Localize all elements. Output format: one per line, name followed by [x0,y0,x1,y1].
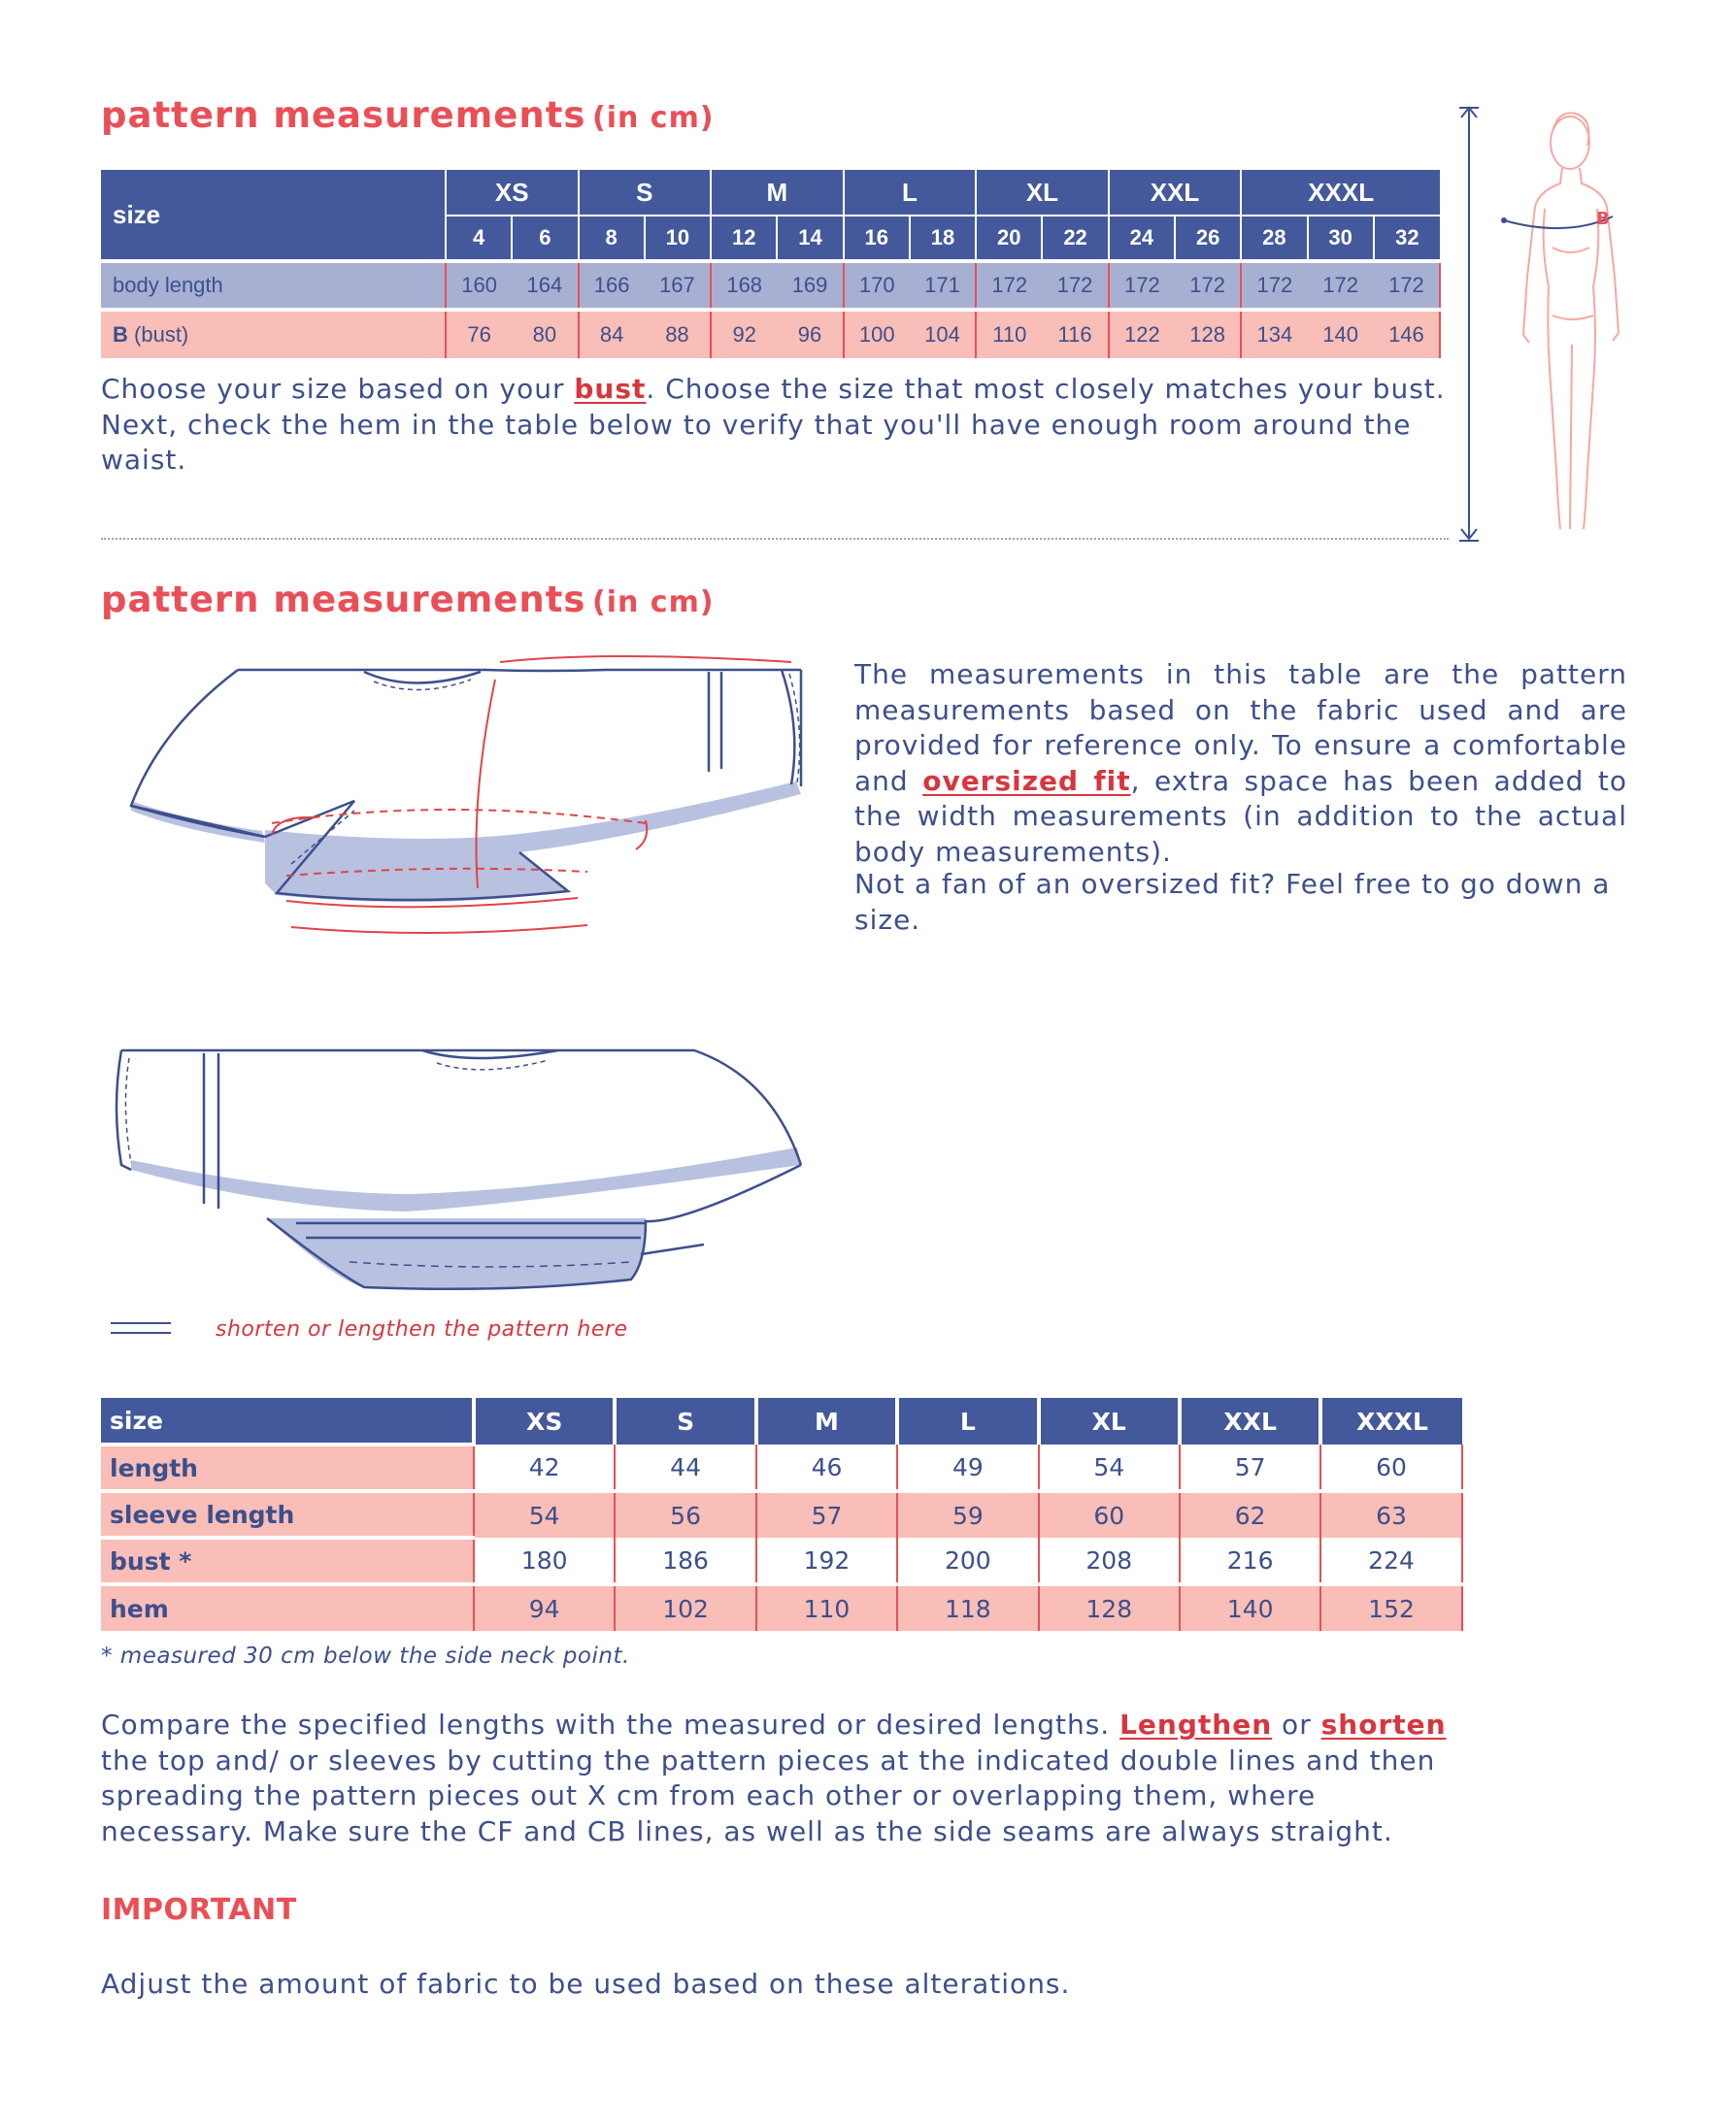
figure-hair [1552,113,1589,146]
size-group-l: L [844,170,977,216]
body-length-value: 160 [446,261,512,310]
bust-measure-dot [1501,217,1507,223]
body-length-value: 166 [579,261,645,310]
section-divider [101,538,1449,540]
heading-unit: (in cm) [592,101,715,135]
table2-size: XXXL [1320,1398,1461,1445]
size-group-xl: XL [976,170,1109,216]
size-number: 22 [1042,216,1108,261]
table2-cell: 60 [1039,1491,1180,1538]
size-number: 6 [512,216,578,261]
size-number: 10 [645,216,711,261]
table2-cell: 54 [1039,1445,1180,1491]
bust-value: 140 [1308,310,1374,358]
alteration-text-3: the top and/ or sleeves by cutting the pattern pieces at the indicated double lines and then spreading the pattern pieces out X cm from each other or overlapping them, where necessary. Make sure the CF and CB lines, as well as the side seams are always straight. [101,1744,1436,1847]
front-shoulder-right [485,670,801,671]
bust-footnote: * measured 30 cm below the side neck point. [101,1644,630,1669]
bust-figure-label: B [1596,209,1610,229]
front-hem-shade [265,781,801,902]
back-hem-shade [131,1147,801,1212]
front-left-body [131,670,265,837]
table2-cell: 200 [897,1538,1038,1584]
back-cuff-stitch [125,1058,131,1163]
table2-cell: 56 [615,1491,755,1538]
table2-cell: 192 [756,1538,897,1584]
back-side-mark [641,1245,704,1254]
section1-heading [101,94,715,136]
body-length-label: body length [101,261,446,310]
table2-cell: 216 [1180,1538,1320,1584]
size-group-xs: XS [446,170,579,216]
bust-label [101,310,446,358]
figure-right-side [1580,168,1619,341]
body-length-value: 172 [1109,261,1175,310]
body-length-value: 167 [645,261,711,310]
body-figure-illustration [1452,102,1626,548]
alteration-instructions [101,1708,1470,1849]
table2-row-sleeve [101,1491,1462,1538]
lengthen-link[interactable]: Lengthen [1119,1709,1273,1741]
table2-cell: 59 [897,1491,1038,1538]
shorten-link[interactable]: shorten [1320,1709,1447,1741]
double-line-legend-text: shorten or lengthen the pattern here [216,1317,628,1342]
front-neckline [364,672,481,683]
bust-value: 128 [1175,310,1241,358]
table2-size: M [756,1398,897,1445]
size-down-note: Not a fan of an oversized fit? Feel free to go down a size. [854,868,1611,936]
figure-right-leg [1584,209,1598,529]
size-header-label: size [101,170,446,261]
bust-value: 92 [711,310,777,358]
table2-cell: 152 [1320,1584,1461,1631]
table2-cell: 57 [1180,1445,1320,1491]
size-chart-table [101,170,1441,358]
heading-unit: (in cm) [592,585,715,619]
figure-left-leg [1544,209,1560,529]
size-group-xxxl: XXXL [1241,170,1440,216]
figure-head [1551,116,1589,169]
size-group-xxl: XXL [1109,170,1242,216]
table2-size-label: size [101,1398,474,1445]
table2-row-hem [101,1584,1462,1631]
table2-cell: 118 [897,1584,1038,1631]
table2-cell: 180 [474,1538,615,1584]
table2-cell: 224 [1320,1538,1461,1584]
size-number: 32 [1374,216,1440,261]
pattern-description-text: The measurements in this table are the pattern measurements based on the fabric used and are provided for reference only. To ensure a comfortable and [854,658,1627,797]
body-length-row [101,261,1440,310]
double-line-legend-icon [111,1322,171,1334]
section2-heading [101,579,715,620]
back-bottom-shade [267,1218,646,1288]
size-number: 30 [1308,216,1374,261]
table2-cell: 57 [756,1491,897,1538]
body-length-value: 172 [1241,261,1307,310]
bust-value: 122 [1109,310,1175,358]
size-number: 20 [976,216,1042,261]
garment-back-diagram [102,1039,820,1301]
size-number: 24 [1109,216,1175,261]
size-group-m: M [711,170,844,216]
size-number: 18 [910,216,976,261]
table2-cell: 44 [615,1445,755,1491]
oversized-fit-link[interactable]: oversized fit [922,764,1131,797]
bust-value: 116 [1042,310,1108,358]
bust-label-text: (bust) [134,322,189,347]
bust-label-letter: B [113,322,128,347]
heading-main: pattern measurements [101,579,586,620]
bust-row [101,310,1440,358]
bust-value: 100 [844,310,910,358]
pattern-measurements-table [101,1398,1463,1631]
bust-value: 96 [777,310,843,358]
size-number: 8 [579,216,645,261]
table2-row-label: hem [101,1584,474,1631]
table2-size: L [897,1398,1038,1445]
table2-size: S [615,1398,755,1445]
table2-cell: 140 [1180,1584,1320,1631]
body-length-value: 172 [1374,261,1440,310]
pattern-description [854,657,1627,870]
table2-cell: 94 [474,1584,615,1631]
back-top-edge [121,1050,801,1165]
table2-header-row [101,1398,1462,1445]
body-length-value: 172 [976,261,1042,310]
table2-cell: 46 [756,1445,897,1491]
table2-row-label: sleeve length [101,1491,474,1538]
size-number: 12 [711,216,777,261]
table2-row-label: bust * [101,1538,474,1584]
heading-main: pattern measurements [101,94,586,136]
size-group-s: S [579,170,712,216]
body-length-value: 169 [777,261,843,310]
size-instructions [101,372,1460,479]
sleeve-length-arrow [500,656,791,662]
body-length-value: 172 [1042,261,1108,310]
front-cuff [782,670,794,784]
bust-link[interactable]: bust [574,373,647,405]
table2-cell: 102 [615,1584,755,1631]
size-number: 26 [1175,216,1241,261]
table2-cell: 60 [1320,1445,1461,1491]
bust-value: 146 [1374,310,1440,358]
table2-cell: 208 [1039,1538,1180,1584]
body-length-value: 171 [910,261,976,310]
size-instructions-text: Choose your size based on your [101,373,575,405]
size-number: 16 [844,216,910,261]
back-neckline-stitch [437,1060,549,1070]
alteration-text-2: or [1272,1709,1321,1741]
bust-value: 104 [910,310,976,358]
bust-value: 80 [512,310,578,358]
size-number: 14 [777,216,843,261]
table2-size: XS [474,1398,615,1445]
size-number: 4 [446,216,512,261]
table2-cell: 128 [1039,1584,1180,1631]
bust-value: 76 [446,310,512,358]
fabric-adjust-note: Adjust the amount of fabric to be used based on these alterations. [101,1968,1071,2000]
garment-front-diagram [121,650,820,942]
body-length-value: 172 [1175,261,1241,310]
body-length-value: 170 [844,261,910,310]
body-length-value: 164 [512,261,578,310]
alteration-text: Compare the specified lengths with the measured or desired lengths. [101,1709,1120,1741]
table2-size: XL [1039,1398,1180,1445]
bust-value: 88 [645,310,711,358]
table2-row-label: length [101,1445,474,1491]
table2-size: XXL [1180,1398,1320,1445]
table2-cell: 63 [1320,1491,1461,1538]
bust-value: 110 [976,310,1042,358]
size-number: 28 [1241,216,1307,261]
back-cuff [117,1050,131,1170]
pattern-description-text-2: , extra space has been added to the width measurements (in addition to the actual body measurements). [854,764,1628,868]
bust-value: 134 [1241,310,1307,358]
table2-cell: 49 [897,1445,1038,1491]
body-length-value: 172 [1308,261,1374,310]
hem-arrow-bottom [291,925,587,933]
table2-cell: 54 [474,1491,615,1538]
table2-row-length [101,1445,1462,1491]
size-instructions-text-2: . Choose the size that most closely matches your bust. Next, check the hem in the table below to verify that you'll have enough room around the waist. [101,373,1446,476]
body-length-value: 168 [711,261,777,310]
table2-cell: 42 [474,1445,615,1491]
figure-bust [1552,248,1589,252]
bust-value: 84 [579,310,645,358]
table2-cell: 62 [1180,1491,1320,1538]
important-heading: IMPORTANT [101,1893,297,1927]
table2-row-bust [101,1538,1462,1584]
table2-cell: 110 [756,1584,897,1631]
table2-cell: 186 [615,1538,755,1584]
figure-center [1570,345,1572,529]
front-left-hem [131,806,265,837]
figure-waist [1552,316,1593,319]
